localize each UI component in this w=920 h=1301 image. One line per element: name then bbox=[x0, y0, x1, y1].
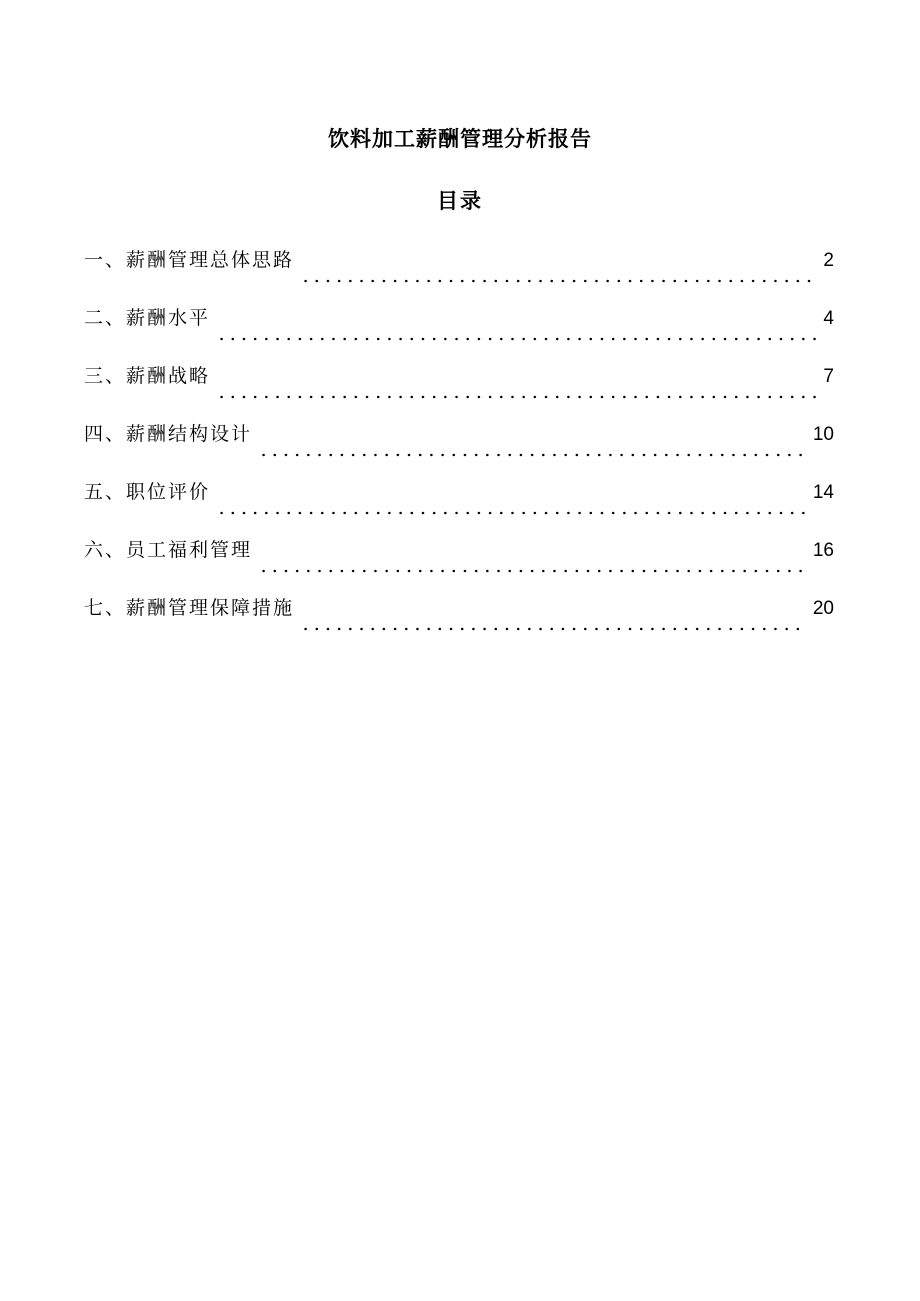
toc-entry-label: 六、员工福利管理 bbox=[84, 539, 253, 561]
toc-entry[interactable] bbox=[84, 594, 834, 652]
toc-entry-label: 四、薪酬结构设计 bbox=[84, 423, 253, 445]
toc-heading: 目录 bbox=[437, 189, 483, 213]
dot-leader bbox=[216, 394, 817, 400]
toc-entry-page: 2 bbox=[823, 250, 834, 271]
toc-entry-label: 三、薪酬战略 bbox=[84, 365, 211, 387]
table-of-contents bbox=[84, 246, 834, 652]
toc-entry-page: 14 bbox=[812, 482, 834, 503]
toc-entry-page: 7 bbox=[823, 366, 834, 387]
toc-entry-page: 20 bbox=[812, 598, 834, 619]
toc-entry-page: 16 bbox=[812, 540, 834, 561]
dot-leader bbox=[216, 336, 817, 342]
dot-leader bbox=[258, 452, 807, 458]
toc-entry-page: 10 bbox=[812, 424, 834, 445]
toc-entry-label: 一、薪酬管理总体思路 bbox=[84, 249, 295, 271]
toc-entry-page: 4 bbox=[823, 308, 834, 329]
dot-leader bbox=[300, 626, 807, 632]
toc-entry[interactable] bbox=[84, 478, 834, 536]
toc-entry-label: 五、职位评价 bbox=[84, 481, 211, 503]
dot-leader bbox=[258, 568, 807, 574]
toc-entry[interactable] bbox=[84, 246, 834, 304]
toc-entry-label: 二、薪酬水平 bbox=[84, 307, 211, 329]
toc-entry[interactable] bbox=[84, 304, 834, 362]
dot-leader bbox=[216, 510, 807, 516]
toc-entry[interactable] bbox=[84, 362, 834, 420]
document-title: 饮料加工薪酬管理分析报告 bbox=[328, 127, 592, 151]
dot-leader bbox=[300, 278, 817, 284]
toc-entry-label: 七、薪酬管理保障措施 bbox=[84, 597, 295, 619]
toc-entry[interactable] bbox=[84, 420, 834, 478]
toc-entry[interactable] bbox=[84, 536, 834, 594]
